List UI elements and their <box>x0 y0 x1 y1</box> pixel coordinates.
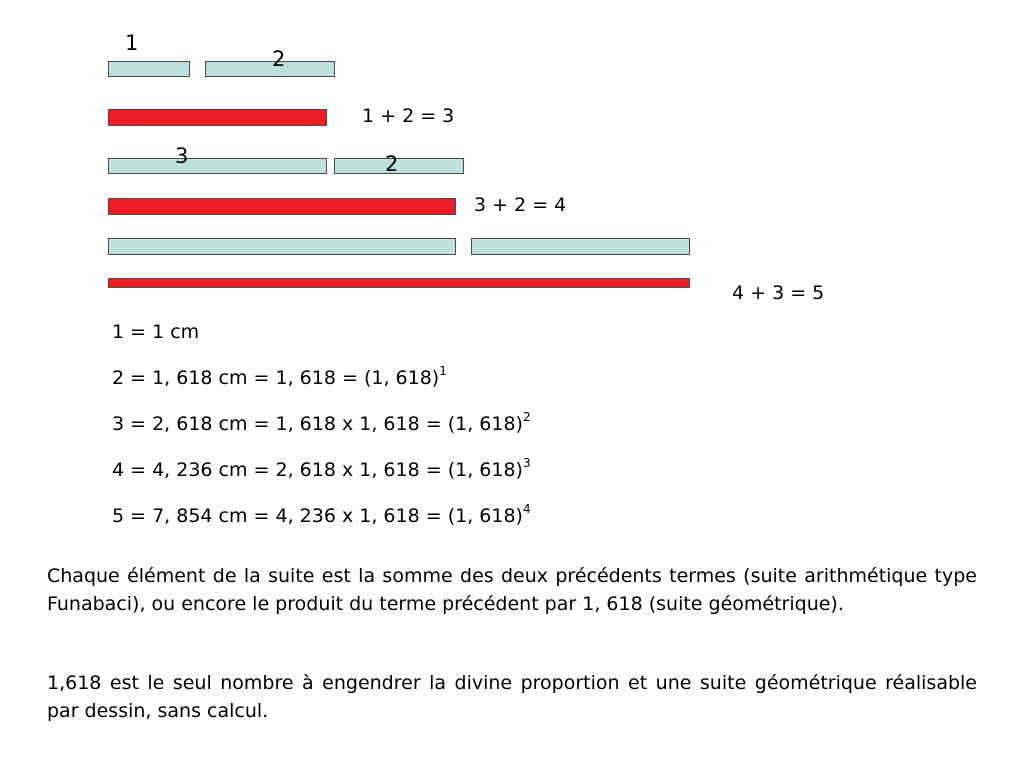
measure-line-2-exponent: 1 <box>439 363 447 378</box>
measure-line-4 <box>112 455 531 481</box>
measure-line-5 <box>112 501 531 527</box>
measure-line-4-exponent: 3 <box>522 455 531 470</box>
segment-2-bar <box>205 61 335 77</box>
measure-line-3-exponent: 2 <box>522 409 531 424</box>
measure-line-2-text: 2 = 1, 618 cm = 1, 618 = (1, 618) <box>112 367 440 389</box>
equation-4-3-5: 4 + 3 = 5 <box>732 282 825 304</box>
measure-line-5-exponent: 4 <box>522 501 531 516</box>
segment-3b-bar <box>471 238 690 255</box>
measure-line-3-text: 3 = 2, 618 cm = 1, 618 x 1, 618 = (1, 618) <box>112 413 523 435</box>
equation-3-2-4: 3 + 2 = 4 <box>474 194 567 216</box>
sum-segment-4-bar <box>108 198 456 215</box>
paragraph-golden-ratio: 1,618 est le seul nombre à engendrer la divine proportion et une suite géométrique réalisable par dessin, sans calcul. <box>47 672 977 722</box>
segment-3-label: 3 <box>175 144 189 168</box>
segment-2-label: 2 <box>272 47 286 71</box>
measure-line-4-text: 4 = 4, 236 cm = 2, 618 x 1, 618 = (1, 618) <box>112 459 523 481</box>
segment-3-bar <box>108 158 327 174</box>
measure-line-3 <box>112 409 531 435</box>
measure-line-1-text: 1 = 1 cm <box>112 321 200 343</box>
measure-line-5-text: 5 = 7, 854 cm = 4, 236 x 1, 618 = (1, 618) <box>112 505 523 527</box>
segment-2b-label: 2 <box>385 152 399 176</box>
paragraph-sequence-explanation: Chaque élément de la suite est la somme des deux précédents termes (suite arithmétique type Funabaci), ou encore le produit du terme précédent par 1, 618 (suite géométrique). <box>47 565 977 615</box>
sum-segment-5-bar <box>108 278 690 288</box>
segment-1-bar <box>108 61 190 77</box>
equation-1-2-3: 1 + 2 = 3 <box>362 105 455 127</box>
segment-1-label: 1 <box>125 31 139 55</box>
segment-2b-bar <box>334 158 464 174</box>
measure-line-1 <box>112 323 199 342</box>
measure-line-2 <box>112 363 447 389</box>
sum-segment-3-bar <box>108 109 327 126</box>
segment-4-bar <box>108 238 456 255</box>
